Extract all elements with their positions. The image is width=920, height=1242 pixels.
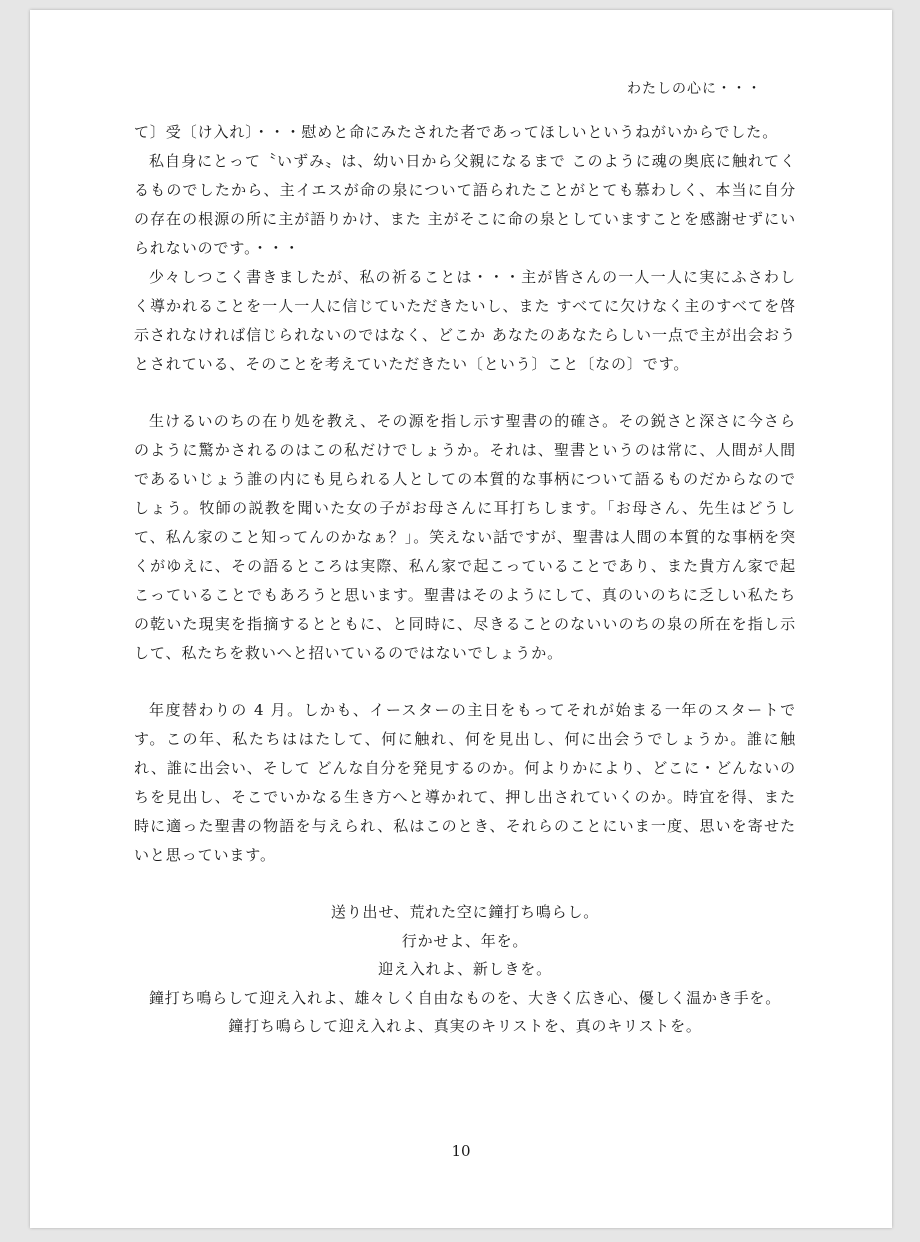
page-body [134,118,796,1041]
poem-line: 迎え入れよ、新しきを。 [378,960,552,978]
poem-line: 行かせよ、年を。 [401,931,529,950]
poem-block [134,898,796,1041]
poem-line: 鐘打ち鳴らして迎え入れよ、真実のキリストを、真のキリストを。 [228,1017,702,1035]
paragraph-bible: 生けるいのちの在り処を教え、その源を指し示す聖書の的確さ。その鋭さと深さに今さらのように驚かされるのはこの私だけでしょうか。それは、聖書というのは常に、人間が人間であるいじょう誰の内にも見られる人としての本質的な事柄について語るものだからなのでしょう。牧師の説教を聞いた女の子がお母さんに耳打ちします。「お母さん、先生はどうして、私ん家のこと知ってんのかなぁ？」。笑えない話ですが、聖書は人間の本質的な事柄を突くがゆえに、その語るところは実際、私ん家で起こっていることであり、また貴方ん家で起こっていることでもあろうと思います。聖書はそのようにして、真のいのちに乏しい私たちの乾いた現実を指摘するとともに、と同時に、尽きることのないいのちの泉の所在を指し示して、私たちを救いへと招いているのではないでしょうか。 [134,412,796,662]
document-page [30,10,892,1228]
poem-line: 鐘打ち鳴らして迎え入れよ、雄々しく自由なものを、大きく広き心、優しく温かき手を。 [148,988,781,1007]
poem-line: 送り出せ、荒れた空に鐘打ち鳴らし。 [330,903,600,921]
paragraph-april: 年度替わりの 4 月。しかも、イースターの主日をもってそれが始まる一年のスタートです。この年、私たちははたして、何に触れ、何を見出し、何に出会うでしょうか。誰に触れ、誰に出会い、そして どんな自分を発見するのか。何よりかにより、どこに・どんないのちを見出し、そこでいかなる生き方へと導かれて、押し出されていくのか。時宜を得、また時に適った聖書の物語を与えられ、私はこのとき、それらのことにいま一度、思いを寄せたいと思っています。 [134,701,796,864]
paragraph-continuation: て〕受〔け入れ〕・・・慰めと命にみたされた者であってほしいというねがいからでした。 [134,123,779,141]
running-header: わたしの心に・・・ [627,81,762,97]
paragraph-prayer: 少々しつこく書きましたが、私の祈ることは・・・主が皆さんの一人一人に実にふさわしく導かれることを一人一人に信じていただきたいし、また すべてに欠けなく主のすべてを啓示されなければ信じられないのではなく、どこか あなたのあなたらしい一点で主が出会おうとされている、そのことを考えていただきたい〔という〕こと〔なの〕です。 [134,268,796,373]
page-number: 10 [451,1142,471,1160]
paragraph-izumi: 私自身にとって〝いずみ〟は、幼い日から父親になるまで このように魂の奥底に触れてくるものでしたから、主イエスが命の泉について語られたことがとても慕わしく、本当に自分の存在の根源の所に主が語りかけ、また 主がそこに命の泉としていますことを感謝せずにいられないのです。・・・ [134,152,796,257]
